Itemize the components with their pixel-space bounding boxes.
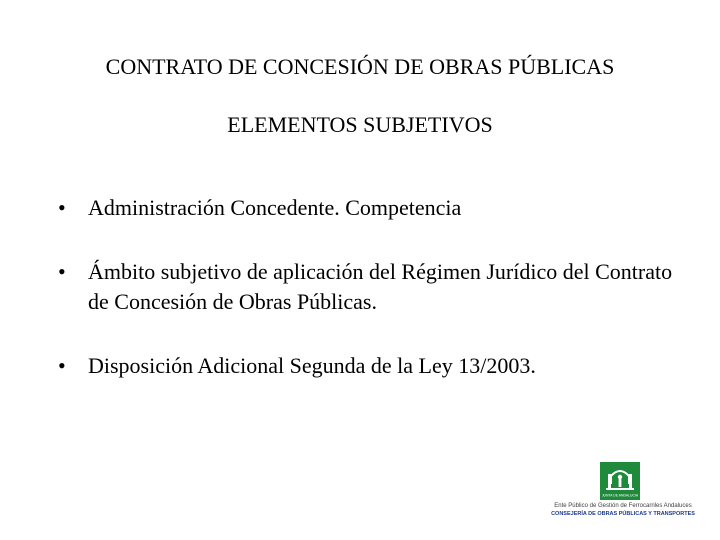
slide-subtitle: ELEMENTOS SUBJETIVOS bbox=[227, 112, 493, 137]
bullet-list bbox=[58, 193, 678, 381]
bullet-item-2 bbox=[58, 257, 678, 317]
bullet-text-1: Administración Concedente. Competencia bbox=[88, 195, 462, 220]
junta-andalucia-emblem-icon bbox=[600, 462, 640, 500]
bullet-icon: • bbox=[58, 353, 66, 378]
bullet-icon: • bbox=[58, 195, 66, 220]
emblem-caption: JUNTA DE ANDALUCIA bbox=[601, 493, 639, 498]
bullet-item-3 bbox=[58, 351, 678, 381]
logo-ministry-name: CONSEJERÍA DE OBRAS PÚBLICAS Y TRANSPORTES bbox=[551, 511, 695, 517]
logo-org-name: Ente Público de Gestión de Ferrocarriles Andaluces bbox=[554, 503, 692, 509]
bullet-icon: • bbox=[58, 259, 66, 284]
bullet-text-3: Disposición Adicional Segunda de la Ley 13/2003. bbox=[88, 353, 536, 378]
junta-andalucia-logo bbox=[548, 462, 698, 522]
bullet-item-1 bbox=[58, 193, 678, 223]
bullet-text-2: Ámbito subjetivo de aplicación del Régimen Jurídico del Contrato de Concesión de Obras Públicas. bbox=[88, 259, 673, 314]
slide-title: CONTRATO DE CONCESIÓN DE OBRAS PÚBLICAS bbox=[105, 54, 615, 79]
